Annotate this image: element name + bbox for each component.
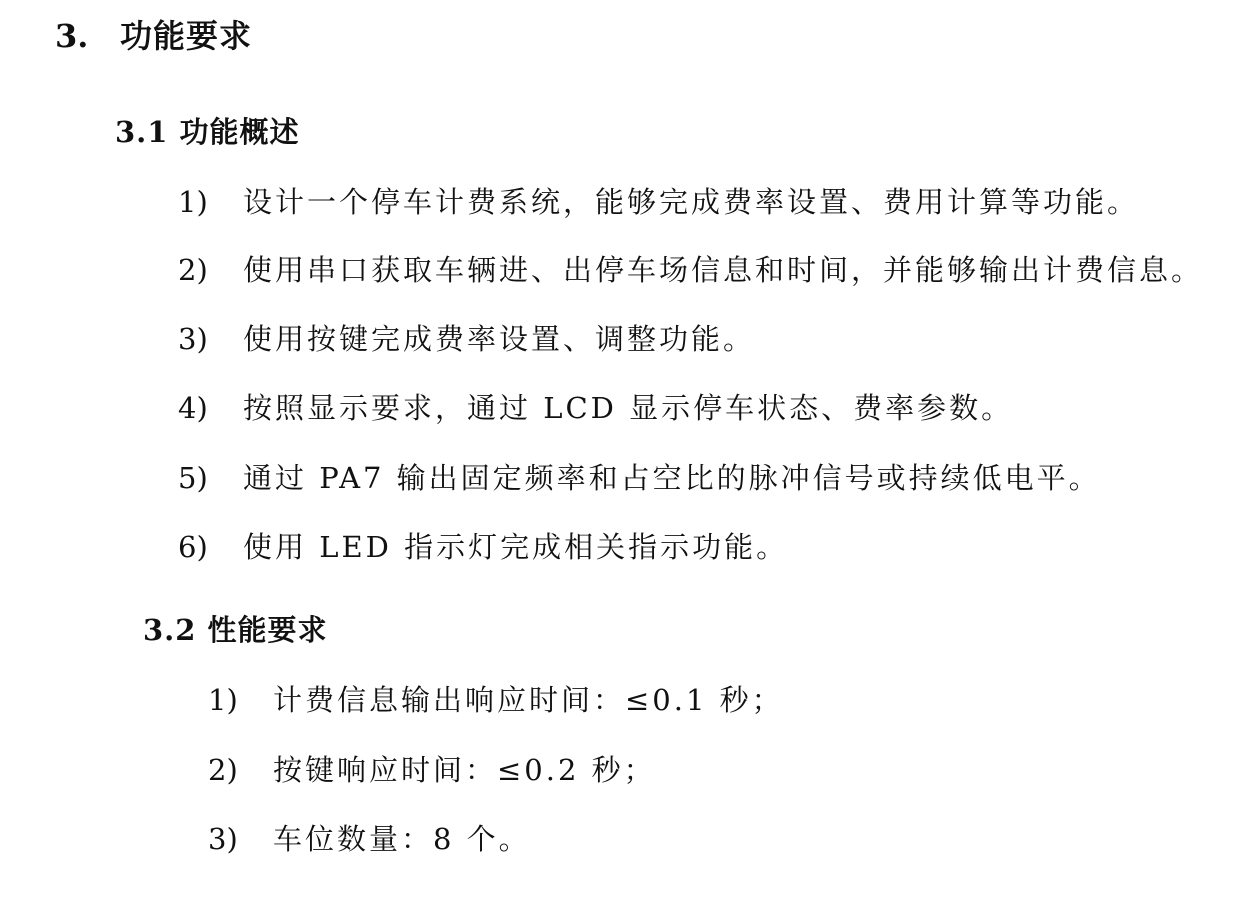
list-item-number: 2) [208,753,238,787]
list-item-text: 设计一个停车计费系统，能够完成费率设置、费用计算等功能。 [243,185,1140,219]
subsection-heading-overview: 3.1 功能概述 [115,115,300,149]
list-item-number: 2) [178,253,208,287]
section-number: 3. [55,17,89,55]
list-item-text: 通过 PA7 输出固定频率和占空比的脉冲信号或持续低电平。 [243,461,1101,495]
list-item-number: 3) [178,322,208,356]
list-item-text: 计费信息输出响应时间：≤0.1 秒； [273,683,784,717]
list-item-number: 1) [178,185,208,219]
list-item-text: 使用按键完成费率设置、调整功能。 [243,322,756,356]
list-item-number: 1) [208,683,238,717]
list-item-text: 车位数量：8 个。 [273,822,531,856]
list-item-number: 3) [208,822,238,856]
subsection-heading-performance: 3.2 性能要求 [143,613,328,647]
list-item-text: 按键响应时间：≤0.2 秒； [273,753,656,787]
list-item-text: 使用 LED 指示灯完成相关指示功能。 [243,530,789,564]
list-item-text: 按照显示要求，通过 LCD 显示停车状态、费率参数。 [243,391,1014,425]
list-item-number: 6) [178,530,208,564]
list-item-text: 使用串口获取车辆进、出停车场信息和时间，并能够输出计费信息。 [243,253,1204,287]
list-item-number: 5) [178,461,208,495]
list-item-number: 4) [178,391,208,425]
section-title: 功能要求 [120,17,253,55]
